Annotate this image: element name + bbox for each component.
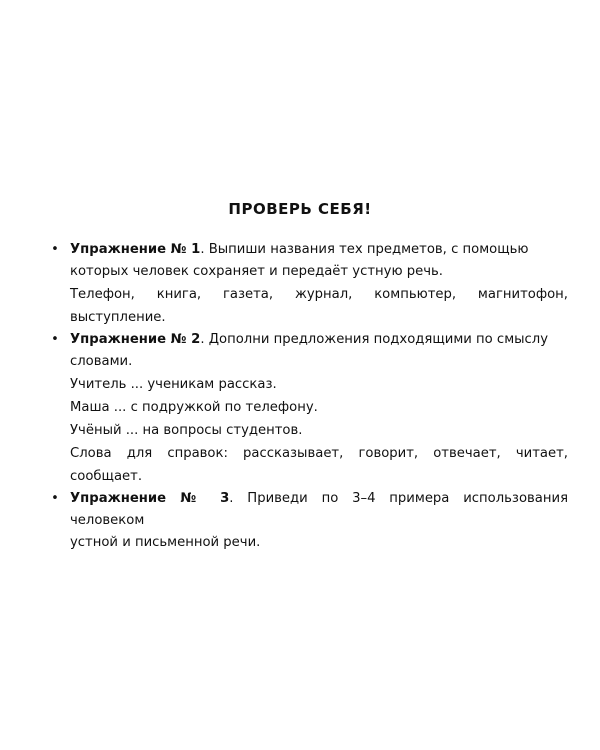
exercise-label: Упражнение № 1: [70, 242, 201, 257]
exercise-task: [70, 488, 568, 532]
exercise-label: Упражнение № 3: [70, 491, 230, 506]
exercise-line: Маша ... с подружкой по телефону.: [70, 400, 318, 415]
bullet-icon: •: [51, 332, 59, 347]
exercise-line: выступление.: [70, 310, 166, 325]
exercise-task-continuation: [70, 532, 568, 554]
bullet-icon: •: [51, 491, 59, 506]
exercise-line: сообщает.: [70, 469, 143, 484]
exercise-task: [70, 239, 568, 261]
exercise-2: [48, 329, 568, 488]
page-title: ПРОВЕРЬ СЕБЯ!: [228, 200, 372, 218]
exercise-task-text: . Приведи по 3–4 примера использования человеком: [70, 491, 568, 528]
exercise-task-text-cont: словами.: [70, 354, 133, 369]
exercise-task-text: . Выпиши названия тех предметов, с помощью: [200, 242, 529, 257]
exercise-label: Упражнение № 2: [70, 332, 201, 347]
exercise-task-text: . Дополни предложения подходящими по смыслу: [200, 332, 549, 347]
exercise-line: Слова для справок: рассказывает, говорит, отвечает, читает,: [70, 446, 568, 461]
exercise-task-text-cont: устной и письменной речи.: [70, 535, 261, 550]
exercise-line: Учитель ... ученикам рассказ.: [70, 377, 277, 392]
exercise-task-continuation: [70, 351, 568, 373]
exercise-line: Учёный ... на вопросы студентов.: [70, 423, 303, 438]
exercise-task-text-cont: которых человек сохраняет и передаёт устную речь.: [70, 264, 443, 279]
bullet-icon: •: [51, 242, 59, 257]
exercise-1: [48, 239, 568, 329]
exercise-task: [70, 329, 568, 351]
exercise-list: [48, 239, 568, 554]
exercise-line: Телефон, книга, газета, журнал, компьютер, магнитофон,: [70, 287, 568, 302]
exercise-task-continuation: [70, 261, 568, 283]
exercise-3: [48, 488, 568, 554]
